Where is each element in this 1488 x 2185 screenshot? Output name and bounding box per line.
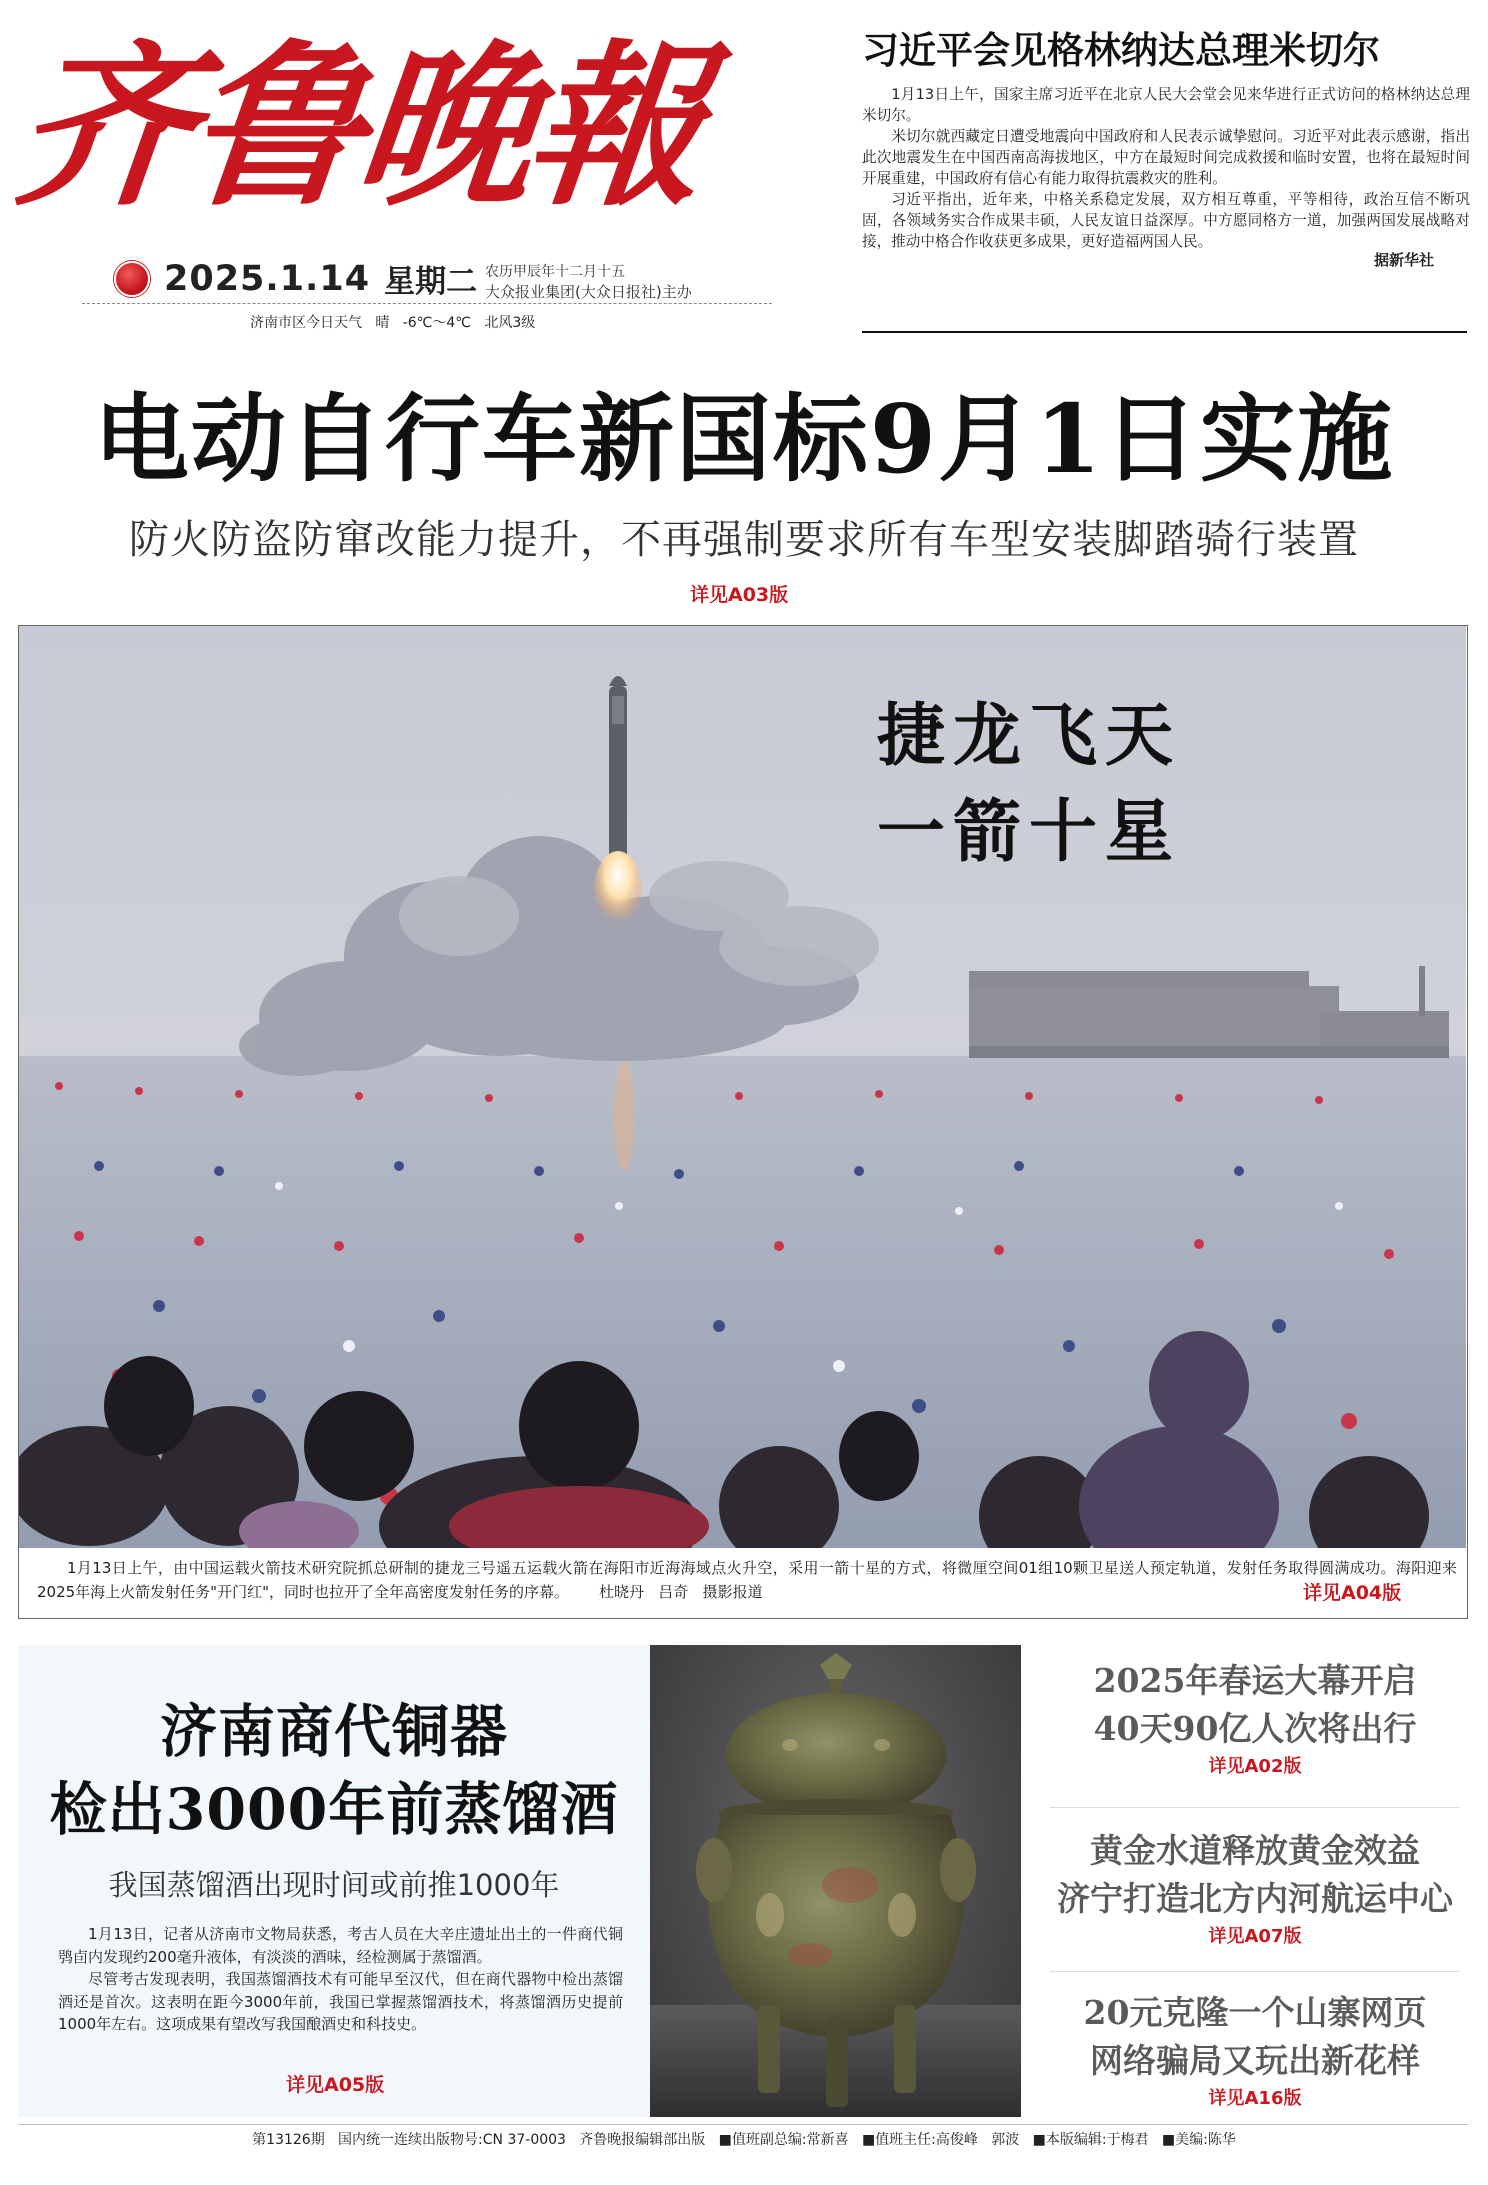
- bronze-vessel-photo[interactable]: [650, 1645, 1021, 2117]
- top-news-title[interactable]: 习近平会见格林纳达总理米切尔: [862, 29, 1380, 72]
- short-news-line: 20元克隆一个山寨网页: [1083, 1993, 1427, 2032]
- bronze-article-body: [58, 1923, 623, 2036]
- lunar-date: 农历甲辰年十二月十五: [485, 264, 625, 280]
- bronze-article-subtitle: 我国蒸馏酒出现时间或前推1000年: [108, 1868, 560, 1902]
- top-news-paragraph: 习近平指出，近年来，中格关系稳定发展，双方相互尊重，平等相待，政治互信不断巩固，各领域务实合作成果丰硕，人民友谊日益深厚。中方愿同格方一道，加强两国发展战略对接，推动中格合作收获更多成果，更好造福两国人民。: [862, 191, 1470, 250]
- short-news-page-ref-link[interactable]: 详见A16版: [1208, 2088, 1302, 2109]
- short-news-item[interactable]: [1040, 1657, 1470, 1781]
- publisher: 大众报业集团(大众日报社)主办: [485, 283, 692, 301]
- newspaper-logo[interactable]: 齐鲁晚報: [7, 23, 709, 230]
- photo-credit: 杜晓丹 吕奇 摄影报道: [598, 1583, 763, 1601]
- footer-divider: [18, 2124, 1468, 2125]
- short-news-line: 济宁打造北方内河航运中心: [1057, 1879, 1453, 1918]
- bronze-article: [18, 1645, 1021, 2117]
- main-headline[interactable]: 电动自行车新国标9月1日实施: [93, 384, 1395, 495]
- photo-page-ref-link[interactable]: 详见A04版: [1303, 1582, 1402, 1604]
- top-news-divider: [862, 331, 1467, 333]
- footer-imprint: 第13126期 国内统一连续出版物号:CN 37-0003 齐鲁晚报编辑部出版 ■值班副总编:常新喜 ■值班主任:高俊峰 郭波 ■本版编辑:于梅君 ■美编:陈华: [252, 2132, 1236, 2148]
- rocket-launch-photo[interactable]: [19, 626, 1466, 1548]
- bronze-title-line: 济南商代铜器: [160, 1698, 508, 1765]
- top-news-body: [862, 84, 1470, 271]
- masthead-divider: [82, 303, 772, 304]
- bronze-paragraph: 尽管考古发现表明，我国蒸馏酒技术有可能早至汉代，但在商代器物中检出蒸馏酒还是首次。这表明在距今3000年前，我国已掌握蒸馏酒技术，将蒸馏酒历史提前1000年左右。这项成果有望改写我国酿酒史和科技史。: [58, 1970, 623, 2033]
- short-news-line: 黄金水道释放黄金效益: [1090, 1831, 1420, 1870]
- bronze-paragraph: 1月13日，记者从济南市文物局获悉，考古人员在大辛庄遗址出土的一件商代铜鸮卣内发现约200毫升液体，有淡淡的酒味，经检测属于蒸馏酒。: [58, 1925, 623, 1966]
- bronze-article-title[interactable]: [18, 1693, 650, 1849]
- short-news-item[interactable]: [1040, 1827, 1470, 1951]
- main-subheadline: 防火防盗防窜改能力提升，不再强制要求所有车型安装脚踏骑行装置: [129, 517, 1359, 563]
- short-news-page-ref-link[interactable]: 详见A02版: [1208, 1756, 1302, 1777]
- issue-weekday: 星期二: [384, 264, 478, 300]
- issue-date: 2025.1.14: [164, 258, 371, 299]
- photo-title-line: 捷龙飞天: [877, 696, 1182, 776]
- top-news-paragraph: 1月13日上午，国家主席习近平在北京人民大会堂会见来华进行正式访问的格林纳达总理米切尔。: [862, 86, 1470, 124]
- bronze-title-line: 检出3000年前蒸馏酒: [49, 1776, 619, 1843]
- short-news-page-ref-link[interactable]: 详见A07版: [1208, 1926, 1302, 1947]
- bronze-article-text: [18, 1645, 650, 2117]
- masthead: [7, 0, 818, 331]
- short-news-divider: [1050, 1807, 1460, 1808]
- rocket-photo-story: [18, 625, 1468, 1619]
- short-news-line: 40天90亿人次将出行: [1093, 1709, 1417, 1748]
- short-news-item[interactable]: [1040, 1989, 1470, 2113]
- date-row: [114, 256, 477, 301]
- photo-caption: [37, 1556, 1457, 1604]
- top-news-source: 据新华社: [1373, 251, 1434, 269]
- red-circle-emblem-icon: [114, 261, 150, 297]
- caption-text: 1月13日上午，由中国运载火箭技术研究院抓总研制的捷龙三号遥五运载火箭在海阳市近海海域点火升空，采用一箭十星的方式，将微厘空间01组10颗卫星送人预定轨道，发射任务取得圆满成功。海阳迎来2025年海上火箭发射任务"开门红"，同时也拉开了全年高密度发射任务的序幕。: [37, 1559, 1457, 1601]
- short-news-line: 2025年春运大幕开启: [1093, 1661, 1417, 1700]
- bronze-page-ref-link[interactable]: 详见A05版: [286, 2074, 385, 2096]
- top-news-article[interactable]: [862, 28, 1470, 271]
- photo-story-title[interactable]: [877, 688, 1181, 880]
- lunar-publisher-info: [485, 262, 692, 302]
- photo-title-line: 一箭十星: [877, 792, 1182, 872]
- rocket-launch-illustration: [19, 626, 1466, 1548]
- short-news-divider: [1050, 1971, 1460, 1972]
- top-news-paragraph: 米切尔就西藏定日遭受地震向中国政府和人民表示诚挚慰问。习近平对此表示感谢，指出此次地震发生在中国西南高海拔地区，中方在最短时间完成救援和临时安置，也将在最短时间开展重建，中国政府有信心有能力取得抗震救灾的胜利。: [862, 128, 1470, 187]
- headline-page-ref-link[interactable]: 详见A03版: [690, 584, 789, 606]
- weather-info: 济南市区今日天气 晴 -6℃～4℃ 北风3级: [250, 315, 536, 331]
- short-news-line: 网络骗局又玩出新花样: [1090, 2041, 1420, 2080]
- bronze-vessel-icon: [650, 1645, 1021, 2117]
